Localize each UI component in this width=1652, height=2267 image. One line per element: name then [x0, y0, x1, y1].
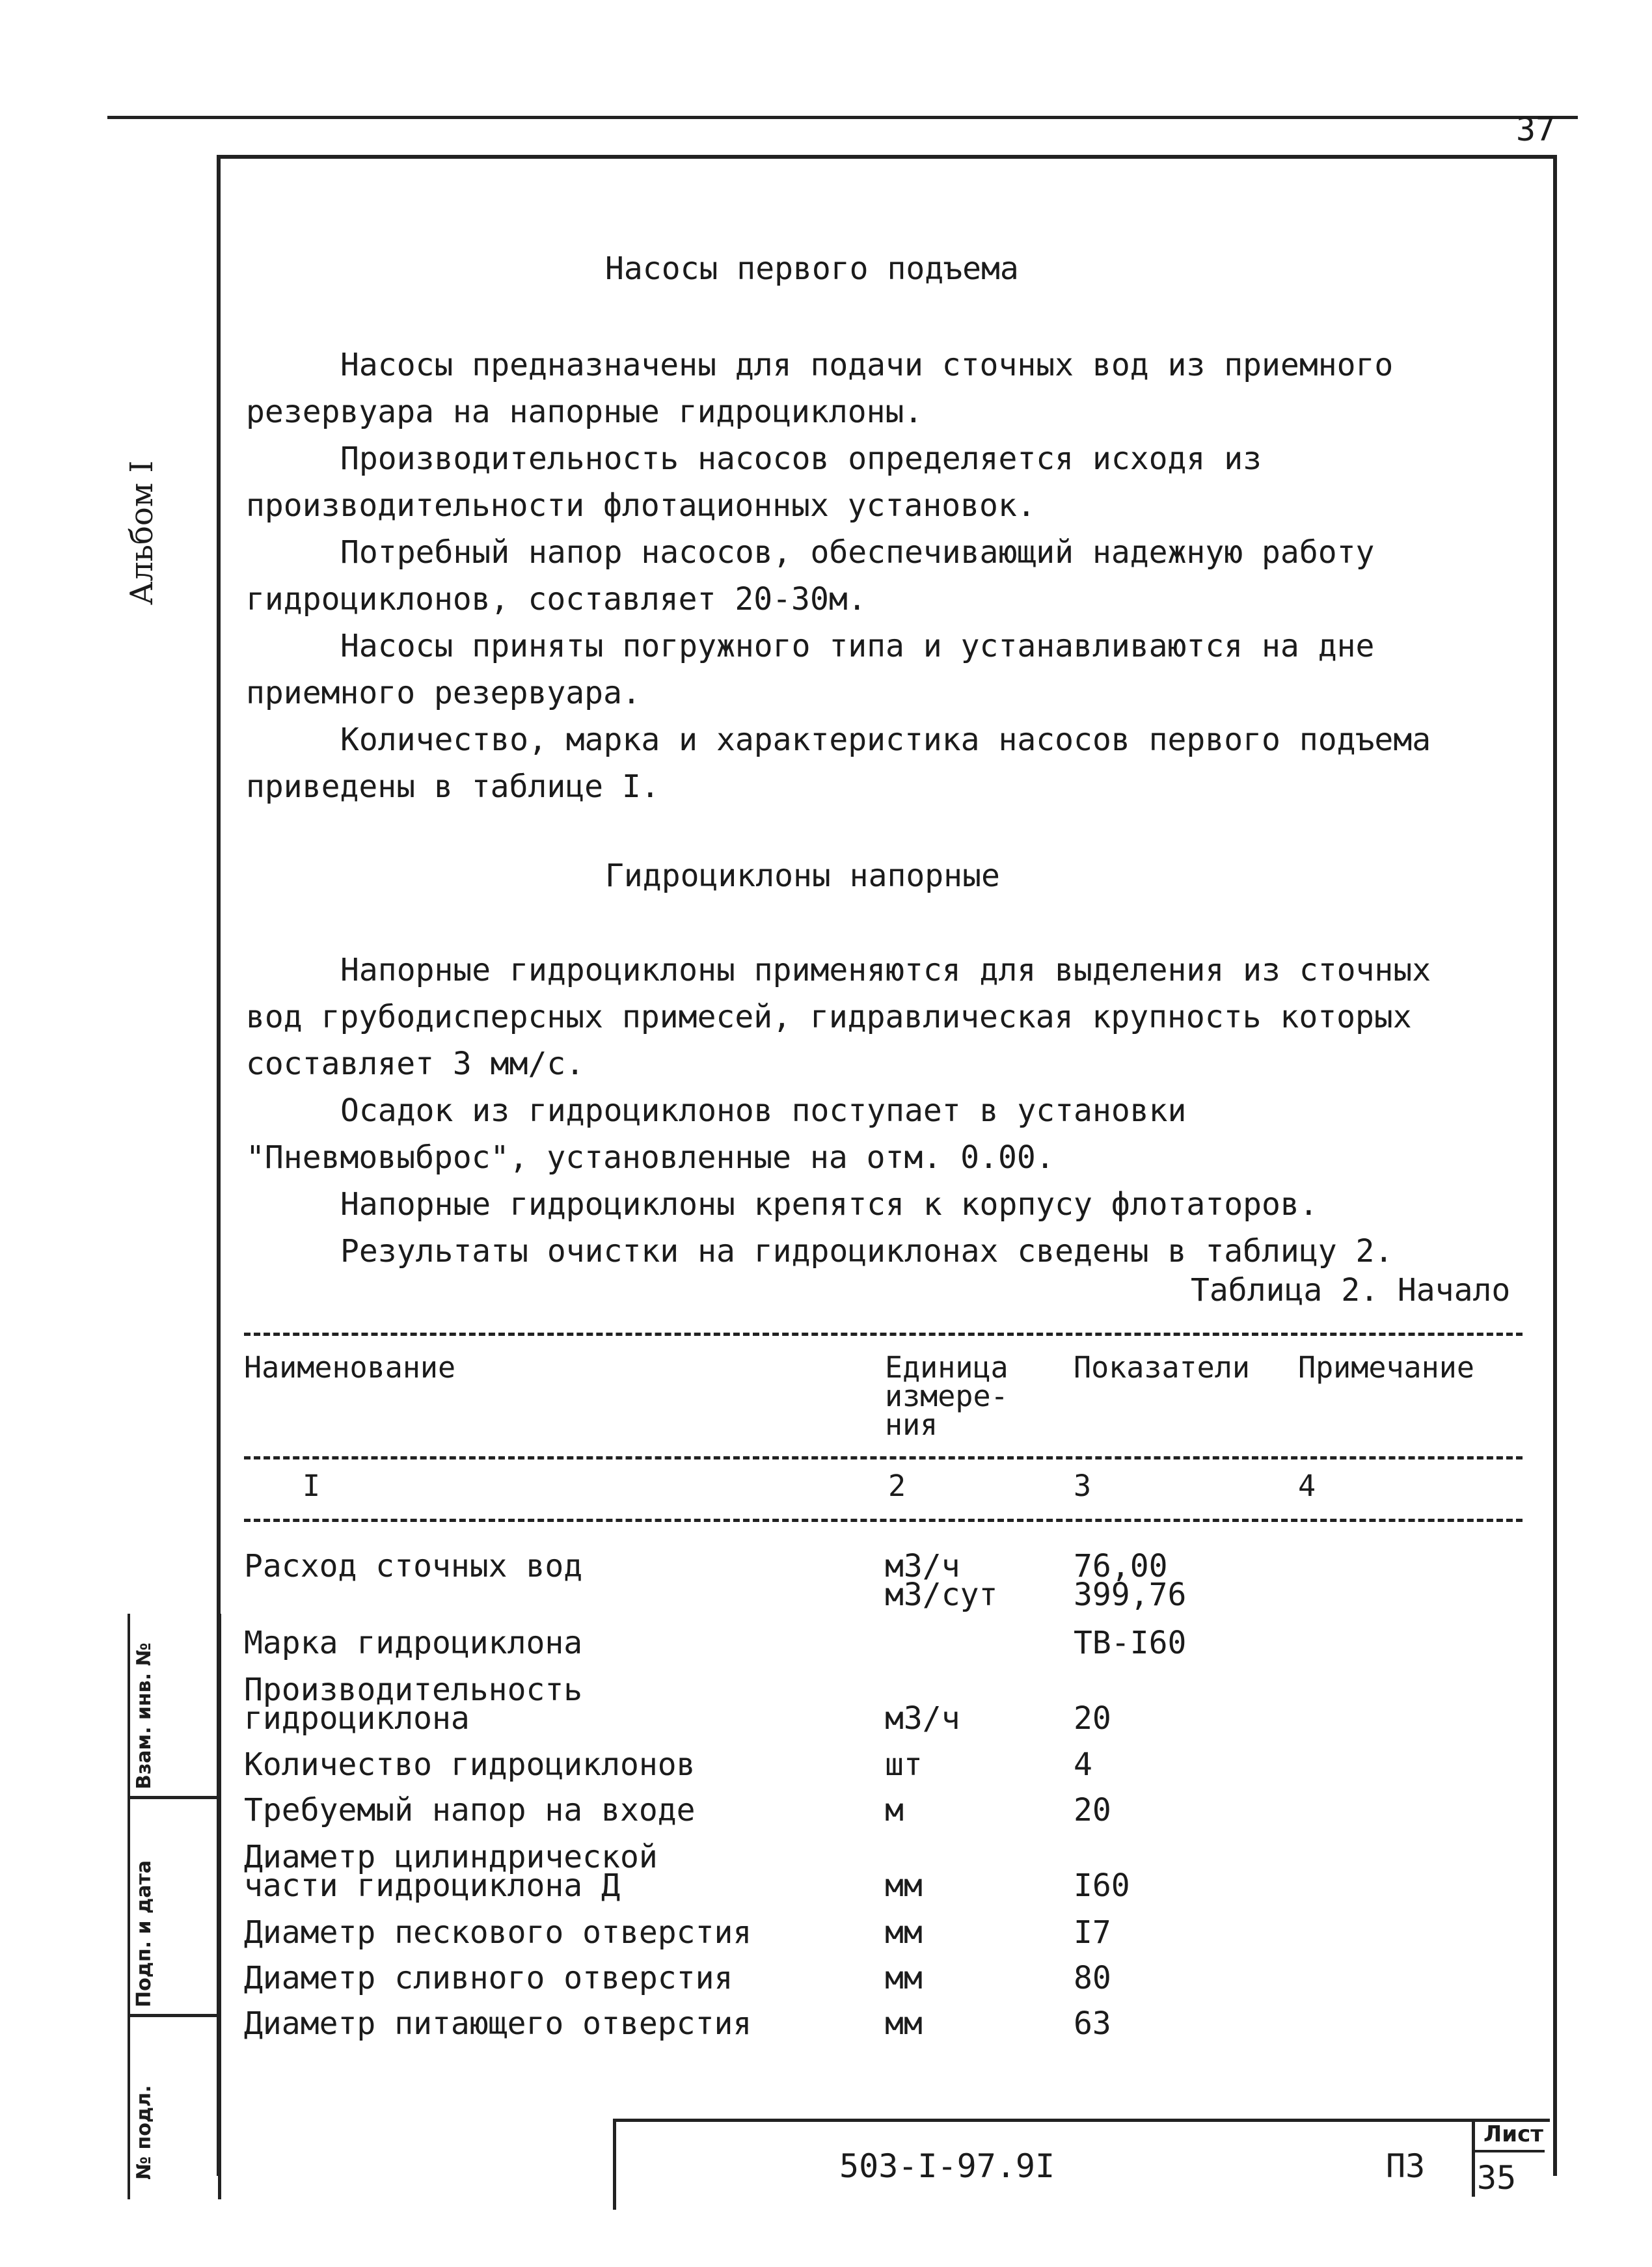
paragraph: Напорные гидроциклоны применяются для выделения из сточных вод грубодисперсных примесей, гидравлическая крупность которых составляет 3 мм/с.: [246, 952, 1431, 1082]
document-type: ПЗ: [1386, 2147, 1426, 2185]
cell-unit: м: [885, 1792, 904, 1828]
cell-unit: м3/ч м3/сут: [885, 1548, 998, 1613]
table-row: [244, 1839, 1523, 1904]
cell-name: Количество гидроциклонов: [244, 1746, 696, 1783]
stamp-cell-replacement: [130, 1614, 218, 1799]
sheet-number: 35: [1477, 2159, 1517, 2197]
stamp-column: [128, 1614, 221, 2199]
stamp-label-original: № подл.: [133, 2085, 156, 2180]
section-hydrocyclones-text: [246, 947, 1482, 1275]
cell-value: ТВ-I60: [1074, 1625, 1187, 1661]
paragraph: Производительность насосов определяется исходя из производительности флотационных установок.: [246, 441, 1262, 524]
stamp-label-replacement: Взам. инв. №: [133, 1642, 156, 1789]
cell-name: Диаметр цилиндрической части гидроциклона Д: [244, 1839, 658, 1904]
paragraph: Напорные гидроциклоны крепятся к корпусу флотаторов.: [340, 1186, 1318, 1223]
table-row: [244, 1792, 1523, 1841]
table-header-name: Наименование: [244, 1350, 456, 1385]
sheet-separator: [1472, 2150, 1545, 2152]
table-row: [244, 1672, 1523, 1737]
section-title-hydrocyclones: Гидроциклоны напорные: [605, 858, 1000, 894]
table-row: [244, 1746, 1523, 1796]
column-number: 3: [1074, 1469, 1092, 1503]
cell-value: 20: [1074, 1792, 1111, 1828]
cell-name: Требуемый напор на входе: [244, 1792, 696, 1828]
paragraph: Потребный напор насосов, обеспечивающий надежную работу гидроциклонов, составляет 20-30м.: [246, 534, 1375, 618]
cell-value: 20: [1074, 1700, 1111, 1737]
table-numbers-rule: [244, 1519, 1523, 1522]
table-row: [244, 1914, 1523, 1964]
cell-unit: шт: [885, 1746, 923, 1783]
cell-unit: м3/ч: [885, 1700, 960, 1737]
cell-name: Диаметр сливного отверстия: [244, 1960, 733, 1996]
table-row: [244, 1960, 1523, 2009]
top-rule: [107, 116, 1578, 119]
table-header-rule: [244, 1456, 1523, 1459]
column-number: 2: [888, 1469, 906, 1503]
stamp-cell-signature: [130, 1799, 218, 2017]
cell-name: Расход сточных вод: [244, 1548, 583, 1584]
cell-value: 76,00 399,76: [1074, 1548, 1187, 1613]
paragraph: Количество, марка и характеристика насосов первого подъема приведены в таблице I.: [246, 722, 1431, 805]
paragraph: Насосы приняты погружного типа и устанавливаются на дне приемного резервуара.: [246, 628, 1375, 711]
cell-name: Диаметр питающего отверстия: [244, 2005, 752, 2042]
paragraph: Насосы предназначены для подачи сточных вод из приемного резервуара на напорные гидроциклоны.: [246, 347, 1394, 430]
cell-unit: мм: [885, 1914, 923, 1951]
table-row: [244, 2005, 1523, 2055]
table-header-value: Показатели: [1074, 1350, 1250, 1385]
cell-value: I7: [1074, 1914, 1111, 1951]
cell-unit: мм: [885, 1960, 923, 1996]
paragraph: Осадок из гидроциклонов поступает в установки "Пневмовыброс", установленные на отм. 0.00.: [246, 1093, 1187, 1176]
paragraph: Результаты очистки на гидроциклонах сведены в таблицу 2.: [340, 1233, 1394, 1269]
cell-name: Диаметр пескового отверстия: [244, 1914, 752, 1951]
cell-unit: мм: [885, 2005, 923, 2042]
table-header-note: Примечание: [1298, 1350, 1474, 1385]
stamp-label-signature: Подп. и дата: [133, 1860, 156, 2007]
cell-value: 4: [1074, 1746, 1092, 1783]
table-row: [244, 1625, 1523, 1674]
cell-value: I60: [1074, 1867, 1130, 1904]
table-row: [244, 1548, 1523, 1613]
title-block-left-border: [613, 2119, 616, 2210]
section-pumps-text: [246, 342, 1521, 810]
album-label: Альбом I: [124, 460, 160, 605]
cell-unit: мм: [885, 1867, 923, 1904]
table-title: Таблица 2. Начало: [1191, 1272, 1511, 1309]
document-code: 503-I-97.9I: [839, 2147, 1055, 2185]
cell-name: Производительность гидроциклона: [244, 1672, 583, 1737]
sheet-label: Лист: [1483, 2121, 1543, 2147]
page-number: 37: [1516, 111, 1556, 148]
column-number: 4: [1298, 1469, 1316, 1503]
cell-name: Марка гидроциклона: [244, 1625, 583, 1661]
cell-value: 63: [1074, 2005, 1111, 2042]
cell-value: 80: [1074, 1960, 1111, 1996]
table-header-unit: Единица измере-ния: [885, 1350, 1009, 1442]
column-number: I: [303, 1469, 321, 1503]
title-block-rule: [613, 2119, 1550, 2122]
section-title-pumps: Насосы первого подъема: [605, 251, 1019, 287]
table-top-rule: [244, 1333, 1523, 1336]
stamp-cell-original: [130, 2017, 218, 2193]
